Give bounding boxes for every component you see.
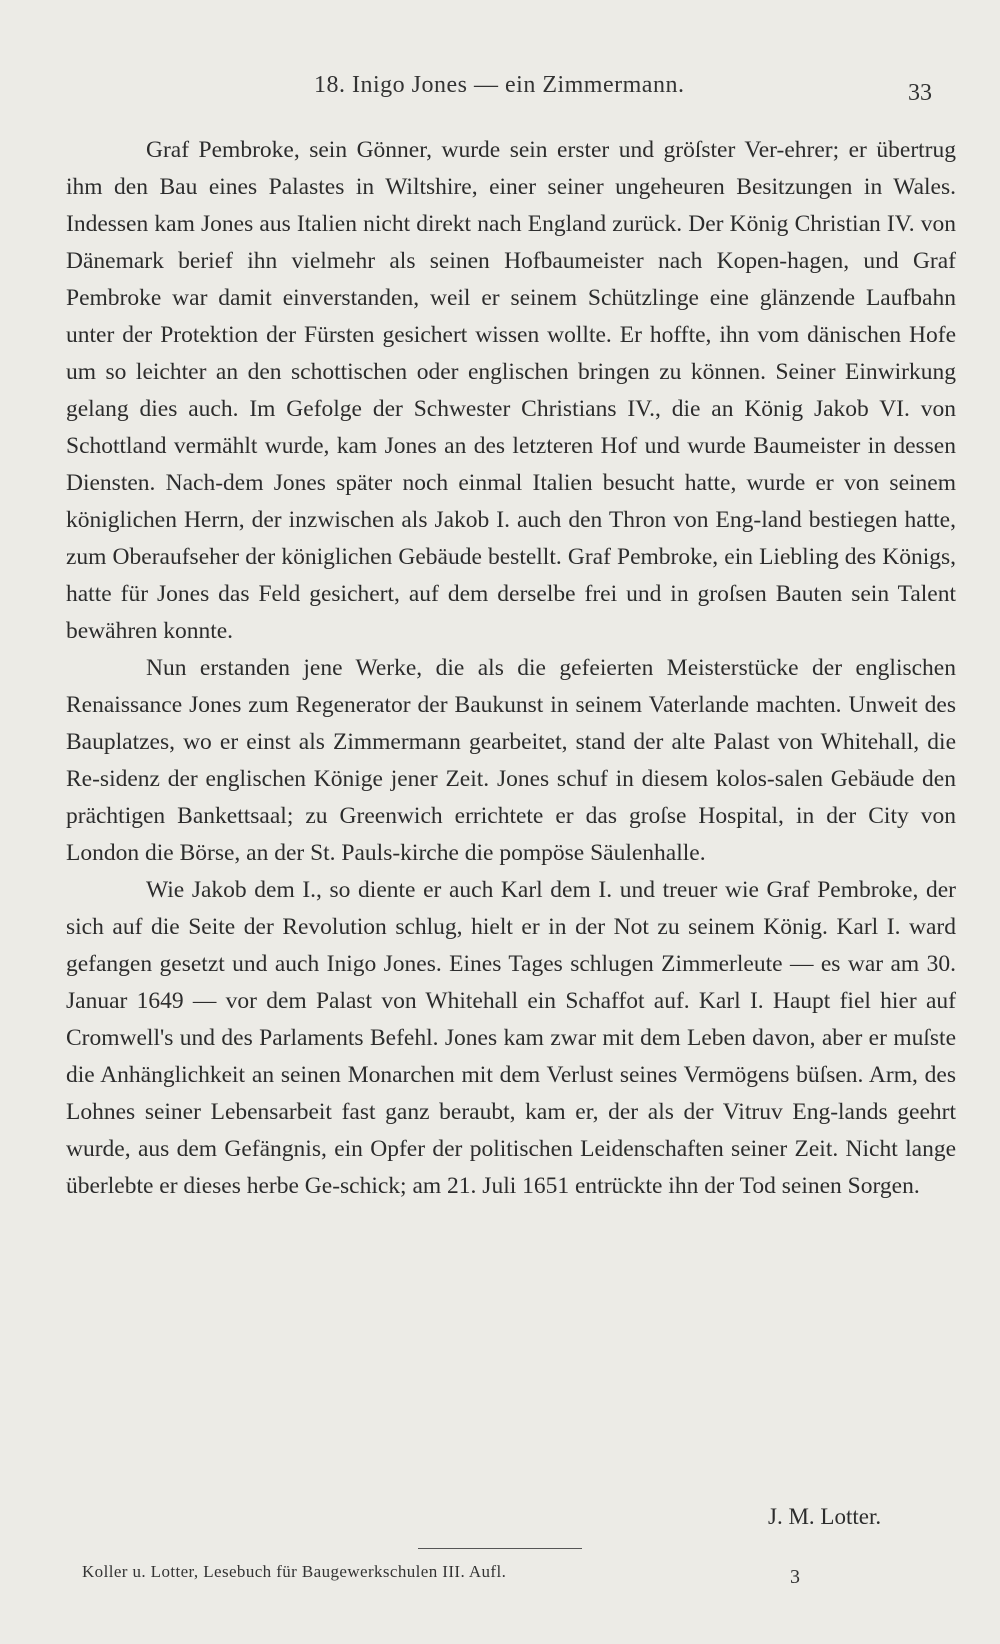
page-number: 33	[908, 80, 932, 106]
paragraph: Nun erstanden jene Werke, die als die gefeierten Meisterstücke der englischen Renaissance Jones zum Regenerator der Baukunst in seinem Vaterlande machten. Unweit des Bauplatzes, wo er einst als Zimmermann gearbeitet, stand der alte Palast von Whitehall, die Re-sidenz der englischen Könige jener Zeit. Jones schuf in diesem kolos-salen Gebäude den prächtigen Bankettsaal; zu Greenwich errichtete er das groſse Hospital, in der City von London die Börse, an der St. Pauls-kirche die pompöse Säulenhalle.	[66, 655, 956, 866]
running-title: 18. Inigo Jones — ein Zimmermann.	[314, 72, 685, 98]
paragraph: Wie Jakob dem I., so diente er auch Karl dem I. und treuer wie Graf Pembroke, der sich auf die Seite der Revolution schlug, hielt er in der Not zu seinem König. Karl I. ward gefangen gesetzt und auch Inigo Jones. Eines Tages schlugen Zimmerleute — es war am 30. Januar 1649 — vor dem Palast von Whitehall ein Schaffot auf. Karl I. Haupt fiel hier auf Cromwell's und des Parlaments Befehl. Jones kam zwar mit dem Leben davon, aber er muſste die Anhänglichkeit an seinen Monarchen mit dem Verlust seines Vermögens büſsen. Arm, des Lohnes seiner Lebensarbeit fast ganz beraubt, kam er, der als der Vitruv Eng-lands geehrt wurde, aus dem Gefängnis, ein Opfer der politischen Leidenschaften seiner Zeit. Nicht lange überlebte er dieses herbe Ge-schick; am 21. Juli 1651 entrückte ihn der Tod seinen Sorgen.	[66, 877, 956, 1199]
author-signature: J. M. Lotter.	[768, 1504, 882, 1529]
signature-mark: 3	[790, 1566, 800, 1588]
paragraph: Graf Pembroke, sein Gönner, wurde sein erster und gröſster Ver-ehrer; er übertrug ihm den Bau eines Palastes in Wiltshire, einer seiner ungeheuren Besitzungen in Wales. Indessen kam Jones aus Italien nicht direkt nach England zurück. Der König Christian IV. von Dänemark berief ihn vielmehr als seinen Hofbaumeister nach Kopen-hagen, und Graf Pembroke war damit einverstanden, weil er seinem Schützlinge eine glänzende Laufbahn unter der Protektion der Fürsten gesichert wissen wollte. Er hoffte, ihn vom dänischen Hofe um so leichter an den schottischen oder englischen bringen zu können. Seiner Einwirkung gelang dies auch. Im Gefolge der Schwester Christians IV., die an König Jakob VI. von Schottland vermählt wurde, kam Jones an des letzteren Hof und wurde Baumeister in dessen Diensten. Nach-dem Jones später noch einmal Italien besucht hatte, wurde er von seinem königlichen Herrn, der inzwischen als Jakob I. auch den Thron von Eng-land bestiegen hatte, zum Oberaufseher der königlichen Gebäude bestellt. Graf Pembroke, ein Liebling des Königs, hatte für Jones das Feld gesichert, auf dem derselbe frei und in groſsen Bauten sein Talent bewähren konnte.	[66, 137, 956, 644]
body-text	[66, 132, 956, 1205]
footer-rule	[418, 1548, 582, 1549]
footer-reference: Koller u. Lotter, Lesebuch für Baugewerkschulen III. Aufl.	[82, 1562, 507, 1581]
